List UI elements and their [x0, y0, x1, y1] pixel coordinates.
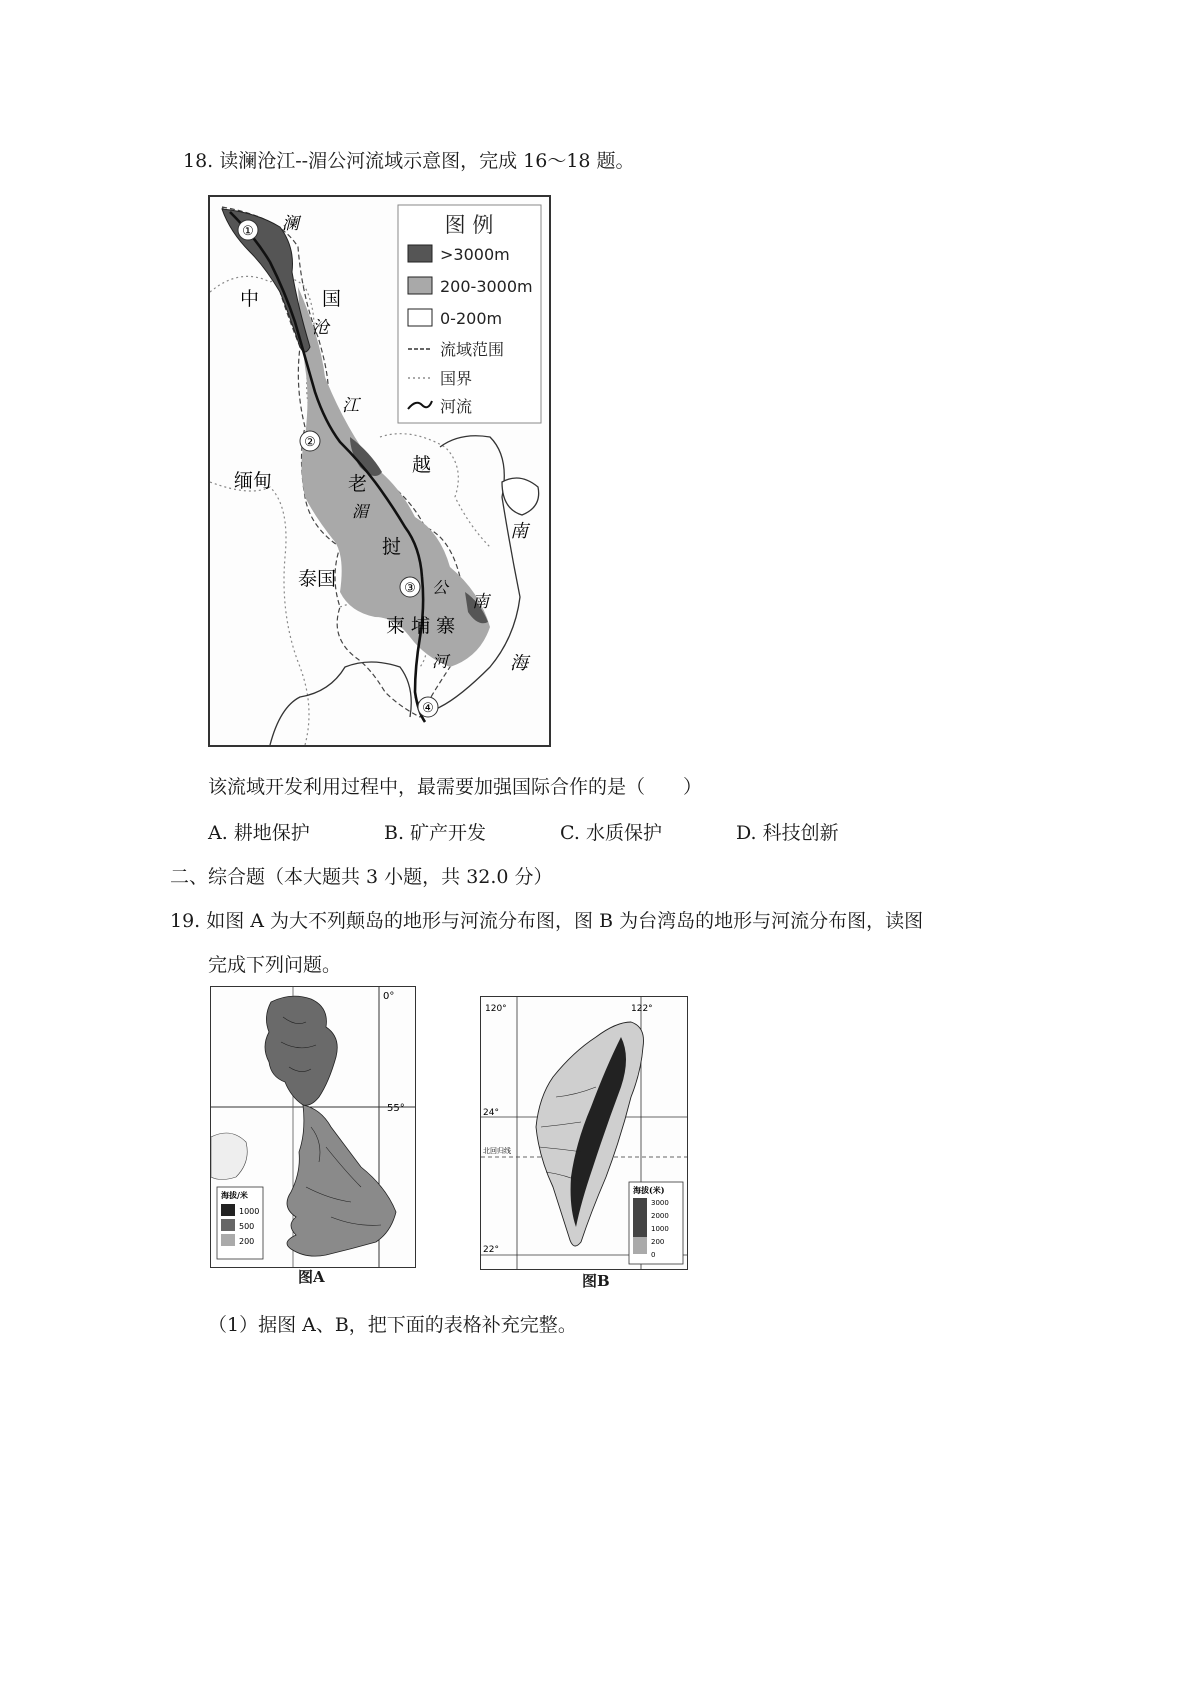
map-a-legend-swatch-3 — [221, 1234, 235, 1246]
map-b-legend-title: 海拔(米) — [633, 1185, 665, 1195]
label-jiang: 江 — [342, 396, 359, 416]
circle-label-4: ④ — [422, 701, 434, 716]
label-he: 河 — [432, 652, 449, 671]
legend-title: 图 例 — [444, 213, 494, 237]
option-b[interactable]: B. 矿产开发 — [384, 822, 487, 844]
map-a-england — [287, 1105, 396, 1256]
legend-label-high: >3000m — [440, 245, 510, 264]
map-b-figure — [481, 997, 687, 1269]
map-b-legend-value-5: 0 — [651, 1251, 656, 1259]
label-wo: 挝 — [382, 536, 402, 558]
label-china-1: 中 — [240, 288, 260, 310]
map-a-caption: 图A — [298, 1268, 325, 1286]
legend-swatch-mid — [408, 277, 432, 294]
label-yue: 越 — [412, 454, 432, 476]
option-c[interactable]: C. 水质保护 — [560, 822, 662, 844]
label-cambodia: 柬 埔 寨 — [386, 615, 456, 637]
map-b-lon-right: 122° — [631, 1004, 653, 1014]
label-nan-2: 南 — [472, 592, 489, 612]
coastline-gulf — [270, 662, 411, 745]
label-mei: 湄 — [352, 502, 369, 521]
map-b-legend-value-4: 200 — [651, 1238, 665, 1246]
label-cang: 沧 — [312, 318, 329, 338]
legend-label-border: 国界 — [440, 369, 473, 388]
question-19-sub-1: （1）据图 A、B，把下面的表格补充完整。 — [208, 1314, 577, 1336]
map-b-legend-value-2: 2000 — [651, 1212, 669, 1220]
map-a-legend-title: 海拔/米 — [221, 1190, 248, 1200]
map-a-legend-swatch-1 — [221, 1204, 235, 1216]
question-19-line-1: 19. 如图 A 为大不列颠岛的地形与河流分布图，图 B 为台湾岛的地形与河流分布图，读图 — [170, 910, 924, 932]
legend-label-river: 河流 — [440, 397, 473, 416]
map-b-legend-value-3: 1000 — [651, 1225, 669, 1233]
label-gong: 公 — [432, 578, 449, 597]
map-a-ireland — [211, 1133, 247, 1180]
legend-swatch-high — [408, 245, 432, 262]
circle-label-1: ① — [242, 224, 254, 239]
map-a-lon-label: 0° — [383, 991, 395, 1002]
label-myanmar: 缅甸 — [234, 470, 273, 492]
map-a-legend-value-3: 200 — [239, 1237, 255, 1246]
legend-label-mid: 200-3000m — [440, 277, 533, 296]
map-a-great-britain — [210, 986, 416, 1268]
label-thailand: 泰国 — [298, 568, 337, 590]
map-b-lat-bottom: 22° — [483, 1245, 499, 1255]
map-b-tropic-label: 北回归线 — [483, 1147, 511, 1155]
map-a-scotland — [265, 996, 337, 1105]
hainan-island — [502, 478, 539, 515]
circle-label-3: ③ — [404, 581, 416, 596]
circle-label-2: ② — [304, 435, 316, 450]
map-a-figure — [211, 987, 415, 1267]
map-a-legend-swatch-2 — [221, 1219, 235, 1231]
label-nan: 南 — [510, 521, 528, 542]
question-18-prompt: 该流域开发利用过程中，最需要加强国际合作的是（ ） — [208, 776, 703, 798]
label-lao: 老 — [348, 473, 368, 495]
mekong-basin-map — [208, 195, 551, 747]
map-b-taiwan — [480, 996, 688, 1270]
section-heading: 二、综合题（本大题共 3 小题，共 32.0 分） — [170, 866, 553, 888]
question-18-stem: 18. 读澜沧江--湄公河流域示意图，完成 16～18 题。 — [183, 150, 635, 172]
map-b-lat-top: 24° — [483, 1108, 499, 1118]
map-b-caption: 图B — [582, 1272, 610, 1290]
map-b-legend-bar-low — [633, 1237, 647, 1254]
border-myanmar-thailand — [210, 482, 309, 745]
legend-label-basin: 流域范围 — [440, 340, 505, 359]
map-a-lat-label: 55° — [387, 1103, 405, 1114]
map-a-legend-value-2: 500 — [239, 1222, 255, 1231]
map-b-lon-left: 120° — [485, 1004, 507, 1014]
legend-swatch-low — [408, 309, 432, 326]
map-a-legend-value-1: 1000 — [239, 1207, 260, 1216]
map-b-legend-value-1: 3000 — [651, 1199, 669, 1207]
option-d[interactable]: D. 科技创新 — [736, 822, 839, 844]
legend-label-low: 0-200m — [440, 309, 503, 328]
option-a[interactable]: A. 耕地保护 — [208, 822, 310, 844]
label-china-2: 国 — [322, 288, 342, 310]
label-hai: 海 — [510, 653, 528, 674]
question-19-line-2: 完成下列问题。 — [208, 954, 342, 976]
label-lan: 澜 — [282, 214, 299, 234]
mekong-map-figure — [210, 197, 549, 745]
